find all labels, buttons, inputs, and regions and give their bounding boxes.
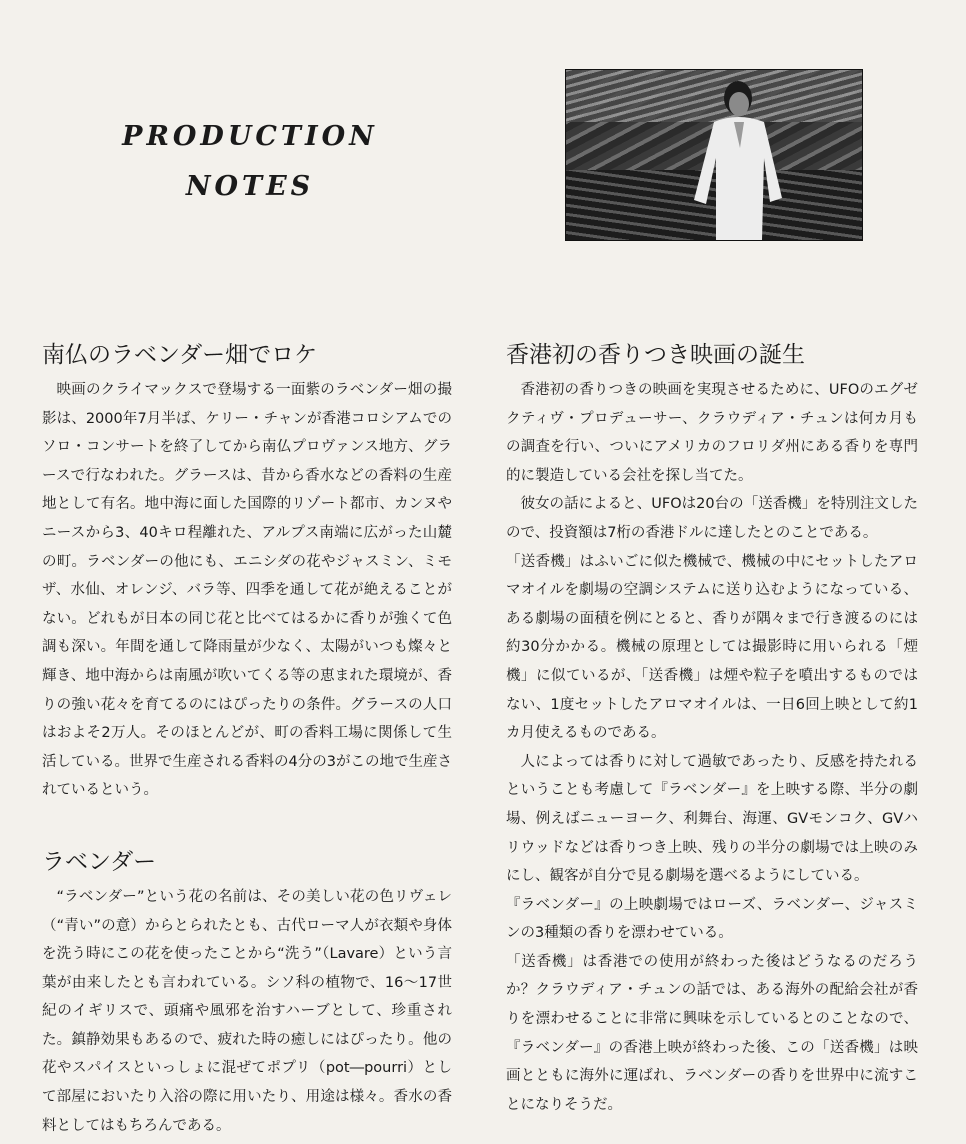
- section-heading-provence-location: 南仏のラベンダー畑でロケ: [42, 342, 318, 368]
- page-title: [100, 112, 400, 212]
- title-line-1: PRODUCTION: [122, 121, 378, 152]
- section-heading-lavender: ラベンダー: [42, 848, 157, 875]
- section-body-lavender: “ラベンダー”という花の名前は、その美しい花の色リヴェレ（“青い”の意）からとられたとも、古代ローマ人が衣類や身体を洗う時にこの花を使ったことから“洗う”（Lavare）という言葉が由来したとも言われている。シソ科の植物で、16〜17世紀のイギリスで、頭痛や風邪を治すハーブとして、珍重された。鎮静効果もあるので、疲れた時の癒しにはぴったり。他の花やスパイスといっしょに混ぜてポプリ（pot―pourri）として部屋においたり入浴の際に用いたり、用途は様々。香水の香料としてはもちろんである。: [42, 888, 452, 1134]
- paragraph-1: 香港初の香りつきの映画を実現させるために、UFOのエグゼクティヴ・プロデューサー、クラウディア・チュンは何カ月もの調査を行い、ついにアメリカのフロリダ州にある香りを専門的に製造している会社を探し当てた。: [506, 382, 918, 484]
- paragraph-5: 『ラベンダー』の上映劇場ではローズ、ラベンダー、ジャスミンの3種類の香りを漂わせている。: [506, 896, 918, 942]
- paragraph-4: 人によっては香りに対して過敏であったり、反感を持たれるということも考慮して『ラベンダー』を上映する際、半分の劇場、例えばニューヨーク、利舞台、海運、GVモンコク、GVハリウッドなどは香りつき上映、残りの半分の劇場では上映のみにし、観客が自分で見る劇場を選べるようにしている。: [506, 753, 918, 885]
- left-column: [42, 338, 452, 1140]
- paragraph-6: 「送香機」は香港での使用が終わった後はどうなるのだろうか？クラウディア・チュンの話では、ある海外の配給会社が香りを漂わせることに非常に興味を示しているとのことなので、『ラベンダー』の香港上映が終わった後、この「送香機」は映画とともに海外に運ばれ、ラベンダーの香りを世界中に流すことになりそうだ。: [506, 953, 918, 1113]
- right-column: [506, 338, 918, 1119]
- paragraph-2: 彼女の話によると、UFOは20台の「送香機」を特別注文したので、投資額は7桁の香港ドルに達したとのことである。: [506, 496, 918, 541]
- man-in-white-shirt-figure: [686, 78, 796, 240]
- section-body-provence-location: 映画のクライマックスで登場する一面紫のラベンダー畑の撮影は、2000年7月半ば、ケリー・チャンが香港コロシアムでのソロ・コンサートを終了してから南仏プロヴァンス地方、グラースで行なわれた。グラースは、昔から香水などの香料の生産地として有名。地中海に面した国際的リゾート都市、カンヌやニースから3、40キロ程離れた、アルプス南端に広がった山麓の町。ラベンダーの他にも、エニシダの花やジャスミン、ミモザ、水仙、オレンジ、バラ等、四季を通して花が絶えることがない。どれもが日本の同じ花と比べてはるかに香りが強くて色調も深い。年間を通して降雨量が少なく、太陽がいつも燦々と輝き、地中海からは南風が吹いてくる等の恵まれた環境が、香りの強い花々を育てるのにはぴったりの条件。グラースの人口はおよそ2万人。そのほとんどが、町の香料工場に関係して生活している。世界で生産される香料の4分の3がこの地で生産されているという。: [42, 382, 452, 799]
- section-heading-scented-film: 香港初の香りつき映画の誕生: [506, 342, 805, 368]
- paragraph-3: 「送香機」はふいごに似た機械で、機械の中にセットしたアロマオイルを劇場の空調システムに送り込むようになっている、ある劇場の面積を例にとると、香りが隅々まで行き渡るのには約30分かかる。機械の原理としては撮影時に用いられる「煙機」に似ているが、「送香機」は煙や粒子を噴出するものではない、1度セットしたアロマオイルは、一日6回上映として約1カ月使えるものである。: [506, 553, 918, 742]
- title-line-2: NOTES: [185, 171, 315, 202]
- lavender-field-photo: [565, 69, 863, 241]
